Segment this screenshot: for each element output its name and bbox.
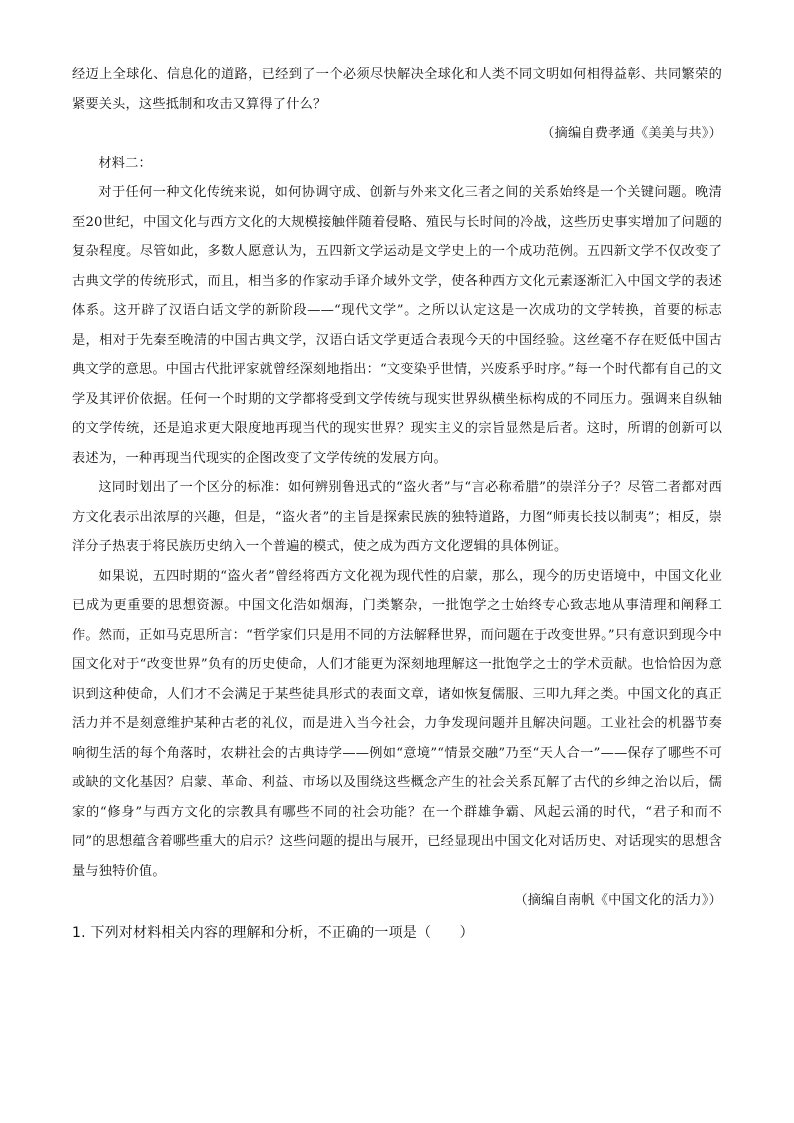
paragraph-2: 对于任何一种文化传统来说，如何协调守成、创新与外来文化三者之间的关系始终是一个关键问题。晚清至20世纪，中国文化与西方文化的大规模接触伴随着侵略、殖民与长时间的冷战，这些历史事实增加了问题的复杂程度。尽管如此，多数人愿意认为，五四新文学运动是文学史上的一个成功范例。五四新文学不仅改变了古典文学的传统形式，而且，相当多的作家动手译介域外文学，使各种西方文化元素逐渐汇入中国文学的表述体系。这开辟了汉语白话文学的新阶段——“现代文学”。之所以认定这是一次成功的文学转换，首要的标志是，相对于先秦至晚清的中国古典文学，汉语白话文学更适合表现今天的中国经验。这丝毫不存在贬低中国古典文学的意思。中国古代批评家就曾经深刻地指出：“文变染乎世情，兴废系乎时序。”每一个时代都有自己的文学及其评价依据。任何一个时期的文学都将受到文学传统与现实世界纵横坐标构成的不同压力。强调来自纵轴的文学传统，还是追求更大限度地再现当代的现实世界？现实主义的宗旨显然是后者。这时，所谓的创新可以表述为，一种再现当代现实的企图改变了文学传统的发展方向。: [72, 185, 722, 466]
paragraph-4: 如果说，五四时期的“盗火者”曾经将西方文化视为现代性的启蒙，那么，现今的历史语境中，中国文化业已成为更重要的思想资源。中国文化浩如烟海，门类繁杂，一批饱学之士始终专心致志地从事清理和阐释工作。然而，正如马克思所言：“哲学家们只是用不同的方法解释世界，而问题在于改变世界。”只有意识到现今中国文化对于“改变世界”负有的历史使命，人们才能更为深刻地理解这一批饱学之士的学术贡献。也恰恰因为意识到这种使命，人们才不会满足于某些徒具形式的表面文章，诸如恢复儒服、三叩九拜之类。中国文化的真正活力并不是刻意维护某种古老的礼仪，而是进入当今社会，力争发现问题并且解决问题。工业社会的机器节奏响彻生活的每个角落时，农耕社会的古典诗学——例如“意境”“情景交融”乃至“天人合一”——保存了哪些不可或缺的文化基因？启蒙、革命、利益、市场以及围绕这些概念产生的社会关系瓦解了古代的乡绅之治以后，儒家的“修身”与西方文化的宗教具有哪些不同的社会功能？在一个群雄争霸、风起云涌的时代，“君子和而不同”的思想蕴含着哪些重大的启示？这些问题的提出与展开，已经显现出中国文化对话历史、对话现实的思想含量与独特价值。: [72, 568, 722, 879]
source-citation-1: （摘编自费孝通《美美与共》）: [541, 126, 722, 141]
material-heading: 材料二：: [98, 155, 152, 171]
question-1: 1. 下列对材料相关内容的理解和分析，不正确的一项是（ ）: [72, 924, 474, 941]
document-page: [72, 60, 722, 948]
paragraph-3: 这同时划出了一个区分的标准：如何辨别鲁迅式的“盗火者”与“言必称希腊”的崇洋分子？尽管二者都对西方文化表示出浓厚的兴趣，但是，“盗火者”的主旨是探索民族的独特道路，力图“师夷长技以制夷”；相反，崇洋分子热衷于将民族历史纳入一个普遍的模式，使之成为西方文化逻辑的具体例证。: [72, 480, 722, 554]
source-citation-2: （摘编自南帆《中国文化的活力》）: [514, 893, 722, 908]
paragraph-1: 经迈上全球化、信息化的道路，已经到了一个必须尽快解决全球化和人类不同文明如何相得益彰、共同繁荣的紧要关头，这些抵制和攻击又算得了什么？: [72, 67, 722, 112]
